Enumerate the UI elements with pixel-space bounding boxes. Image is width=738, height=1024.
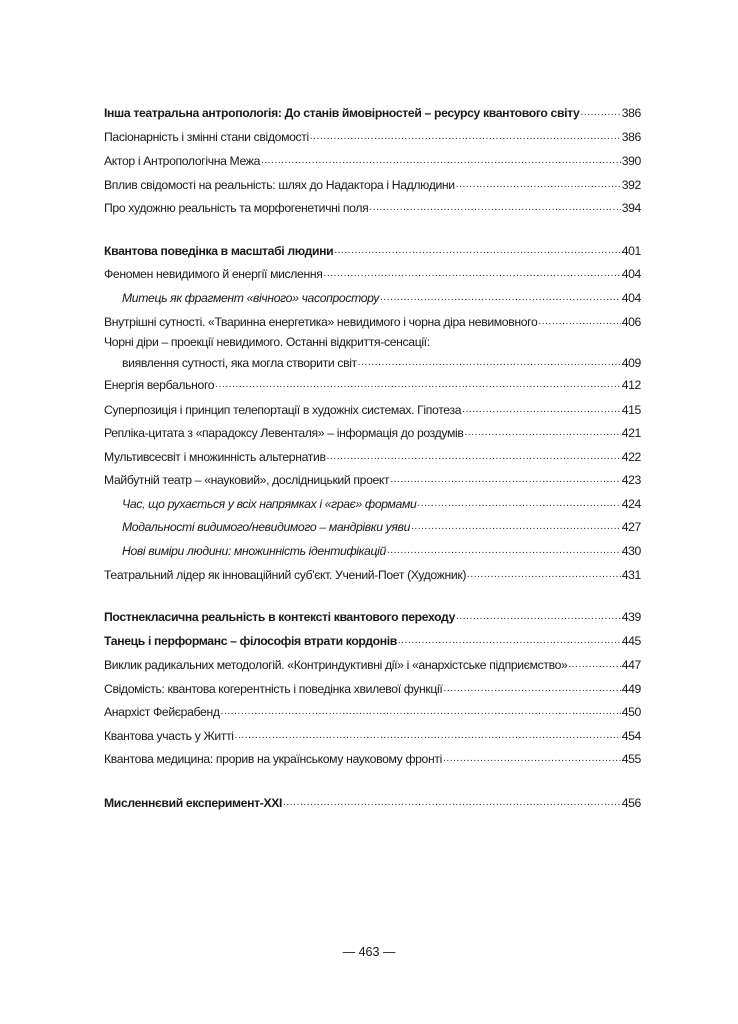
toc-entry-title: Актор і Антропологічна Межа [104, 154, 261, 168]
toc-entry-page: 422 [621, 450, 641, 464]
toc-entry[interactable] [104, 104, 641, 122]
toc-entry-page: 394 [621, 201, 641, 215]
toc-entry-page: 431 [621, 568, 641, 582]
toc-entry-title: Постнекласична реальність в контексті квантового переходу [104, 610, 456, 624]
toc-entry-title: Мультивсесвіт і множинність альтернатив [104, 450, 326, 464]
toc-entry-page: 386 [621, 106, 641, 120]
dot-leader [443, 750, 621, 768]
toc-entry[interactable] [104, 632, 641, 650]
toc-entry-title: Феномен невидимого й енергії мислення [104, 267, 323, 281]
dot-leader [398, 632, 621, 650]
toc-entry-title: Анархіст Фейєрабенд [104, 705, 220, 719]
toc-entry-title: Танець і перформанс – філософія втрати кордонів [104, 634, 397, 648]
toc-entry-page: 430 [621, 544, 641, 558]
dot-leader [465, 424, 621, 442]
dot-leader [261, 152, 621, 170]
toc-entry-title: Інша театральна антропологія: До станів ймовірностей – ресурсу квантового світу [104, 106, 580, 120]
dot-leader [380, 289, 621, 307]
toc-entry-page: 454 [621, 729, 641, 743]
dot-leader [411, 518, 621, 536]
dot-leader [443, 680, 620, 698]
toc-entry-title: Нові виміри людини: множинність ідентифікацій [122, 544, 386, 558]
toc-entry-page: 427 [621, 520, 641, 534]
toc-entry-page: 439 [621, 610, 641, 624]
toc-subentry[interactable] [122, 518, 641, 536]
toc-entry-page: 445 [621, 634, 641, 648]
toc-entry-page: 404 [621, 267, 641, 281]
toc-entry-page: 392 [621, 178, 641, 192]
toc-entry-title: Майбутній театр – «науковий», дослідницький проект [104, 473, 390, 487]
dot-leader [369, 199, 620, 217]
toc-entry-title: Пасіонарність і змінні стани свідомості [104, 130, 309, 144]
toc-entry[interactable] [104, 376, 641, 394]
toc-entry[interactable] [104, 128, 641, 146]
toc-entry-title: Модальності видимого/невидимого – мандрівки уяви [122, 520, 411, 534]
toc-entry[interactable] [104, 471, 641, 489]
toc-entry[interactable] [104, 656, 641, 674]
toc-entry[interactable] [104, 424, 641, 442]
toc-entry-page: 424 [621, 497, 641, 511]
toc-entry-page: 404 [621, 291, 641, 305]
toc-entry[interactable] [104, 401, 641, 419]
toc-entry[interactable] [104, 680, 641, 698]
toc-entry-page: 423 [621, 473, 641, 487]
toc-entry-page: 390 [621, 154, 641, 168]
toc-entry[interactable] [104, 566, 641, 584]
dot-leader [580, 104, 620, 122]
toc-entry-title: Квантова медицина: прорив на українському науковому фронті [104, 752, 442, 766]
toc-entry-page: 456 [621, 796, 641, 810]
toc-entry[interactable] [104, 199, 641, 217]
toc-entry-title: Про художню реальність та морфогенетичні поля [104, 201, 369, 215]
toc-entry-title-line1[interactable]: Чорні діри – проекції невидимого. Останні відкриття-сенсації: [104, 335, 430, 349]
toc-subentry[interactable] [122, 542, 641, 560]
toc-entry-page: 450 [621, 705, 641, 719]
toc-entry-page: 415 [621, 403, 641, 417]
toc-entry[interactable] [104, 448, 641, 466]
toc-entry-title: Свідомість: квантова когерентність і поведінка хвилевої функції [104, 682, 443, 696]
toc-entry-title: Виклик радикальних методологій. «Контриндуктивні дії» і «анархістське підприємство» [104, 658, 568, 672]
toc-subentry[interactable] [122, 495, 641, 513]
dot-leader [221, 703, 621, 721]
dot-leader [387, 542, 621, 560]
dot-leader [456, 608, 621, 626]
toc-entry[interactable] [104, 242, 641, 260]
toc-entry[interactable] [104, 176, 641, 194]
toc-entry-page: 421 [621, 426, 641, 440]
toc-entry-continuation: виявлення сутності, яка могла створити світ [122, 356, 357, 370]
toc-entry-title: Вплив свідомості на реальність: шлях до Надактора і Надлюдини [104, 178, 455, 192]
toc-entry[interactable] [104, 608, 641, 626]
toc-entry-page: 406 [621, 315, 641, 329]
toc-entry-title: Митець як фрагмент «вічного» часопростору [122, 291, 379, 305]
toc-entry[interactable] [104, 794, 641, 812]
toc-entry[interactable] [104, 750, 641, 768]
dot-leader [310, 128, 621, 146]
toc-entry-title: Репліка-цитата з «парадоксу Левенталя» – інформація до роздумів [104, 426, 464, 440]
toc-entry-title: Квантова участь у Житті [104, 729, 234, 743]
toc-entry[interactable] [104, 313, 641, 331]
page-number-footer: — 463 — [342, 945, 396, 959]
dot-leader [358, 354, 621, 372]
toc-entry-page: 449 [621, 682, 641, 696]
toc-entry-page: 401 [621, 244, 641, 258]
dot-leader [324, 265, 621, 283]
dot-leader [568, 656, 620, 674]
dot-leader [462, 401, 621, 419]
toc-entry-page: 455 [621, 752, 641, 766]
dot-leader [390, 471, 620, 489]
toc-entry-title: Мисленнєвий експеримент-XXI [104, 796, 283, 810]
toc-entry-page: 386 [621, 130, 641, 144]
dot-leader [215, 376, 621, 394]
toc-entry-title: Суперпозиція і принцип телепортації в художніх системах. Гіпотеза [104, 403, 462, 417]
dot-leader [538, 313, 620, 331]
toc-entry-title: Час, що рухається у всіх напрямках і «грає» формами [122, 497, 417, 511]
toc-entry-title: Театральний лідер як інноваційний суб'єкт. Учений-Поет (Художник) [104, 568, 467, 582]
dot-leader [334, 242, 620, 260]
toc-entry[interactable] [104, 727, 641, 745]
toc-entry-page: 409 [621, 356, 641, 370]
toc-entry-title: Енергія вербального [104, 378, 215, 392]
dot-leader [327, 448, 621, 466]
toc-entry[interactable] [122, 354, 641, 372]
toc-entry-title: Квантова поведінка в масштабі людини [104, 244, 334, 258]
toc-entry[interactable] [104, 152, 641, 170]
dot-leader [467, 566, 621, 584]
dot-leader [235, 727, 621, 745]
toc-entry[interactable] [104, 703, 641, 721]
toc-entry-page: 412 [621, 378, 641, 392]
toc-entry-title: Внутрішні сутності. «Тваринна енергетика» невидимого і чорна діра невимовного [104, 315, 538, 329]
dot-leader [456, 176, 621, 194]
dot-leader [283, 794, 621, 812]
toc-entry[interactable] [104, 265, 641, 283]
toc-subentry[interactable] [122, 289, 641, 307]
toc-entry-page: 447 [621, 658, 641, 672]
dot-leader [417, 495, 620, 513]
